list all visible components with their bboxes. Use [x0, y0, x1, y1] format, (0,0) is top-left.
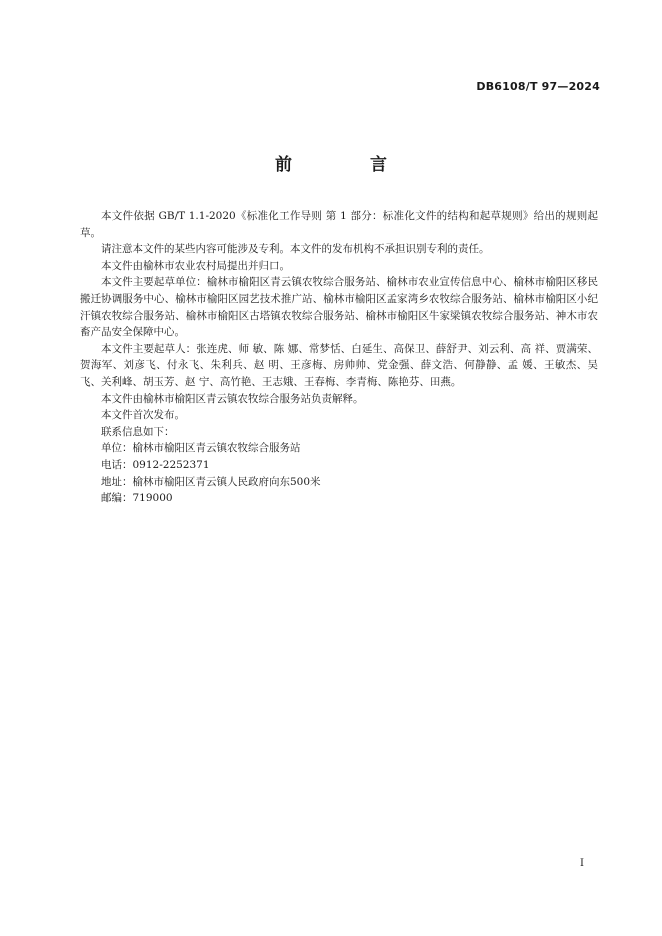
page-number: I — [580, 858, 584, 869]
paragraph-drafters: 本文件主要起草人：张连虎、师 敏、陈 娜、常梦恬、白延生、高保卫、薛舒尹、刘云利、高 祥、贾满荣、贺海军、刘彦飞、付永飞、朱利兵、赵 明、王彦梅、房帅帅、党金强、薛文浩、何静静、孟 媛、王敏杰、吴 飞、关利峰、胡玉芳、赵 宁、高竹艳、王志娥、王春梅、李青梅、陈艳芬、田燕。 — [80, 342, 598, 388]
document-code: DB6108/T 97—2024 — [476, 80, 600, 93]
paragraph-first-release: 本文件首次发布。 — [101, 409, 185, 422]
foreword-body — [80, 208, 598, 507]
paragraph-patent-notice: 请注意本文件的某些内容可能涉及专利。本文件的发布机构不承担识别专利的责任。 — [101, 243, 490, 256]
page-title: 前 言 — [275, 155, 423, 175]
paragraph-proposer: 本文件由榆林市农业农村局提出并归口。 — [101, 259, 290, 272]
paragraph-interpretation: 本文件由榆林市榆阳区青云镇农牧综合服务站负责解释。 — [101, 392, 364, 405]
contact-address: 地址：榆林市榆阳区青云镇人民政府向东500米 — [101, 475, 321, 488]
paragraph-contact-heading: 联系信息如下： — [101, 425, 175, 438]
contact-phone: 电话：0912-2252371 — [101, 458, 210, 471]
contact-unit: 单位：榆林市榆阳区青云镇农牧综合服务站 — [101, 442, 301, 455]
paragraph-drafting-basis: 本文件依据 GB/T 1.1-2020《标准化工作导则 第 1 部分：标准化文件的结构和起草规则》给出的规则起草。 — [80, 210, 598, 239]
paragraph-drafting-units: 本文件主要起草单位：榆林市榆阳区青云镇农牧综合服务站、榆林市农业宣传信息中心、榆林市榆阳区移民搬迁协调服务中心、榆林市榆阳区园艺技术推广站、榆林市榆阳区孟家湾乡农牧综合服务站、榆林市榆阳区小纪汗镇农牧综合服务站、榆林市榆阳区古塔镇农牧综合服务站、榆林市榆阳区牛家梁镇农牧综合服务站、神木市农畜产品安全保障中心。 — [80, 276, 598, 339]
contact-postcode: 邮编：719000 — [101, 492, 173, 505]
